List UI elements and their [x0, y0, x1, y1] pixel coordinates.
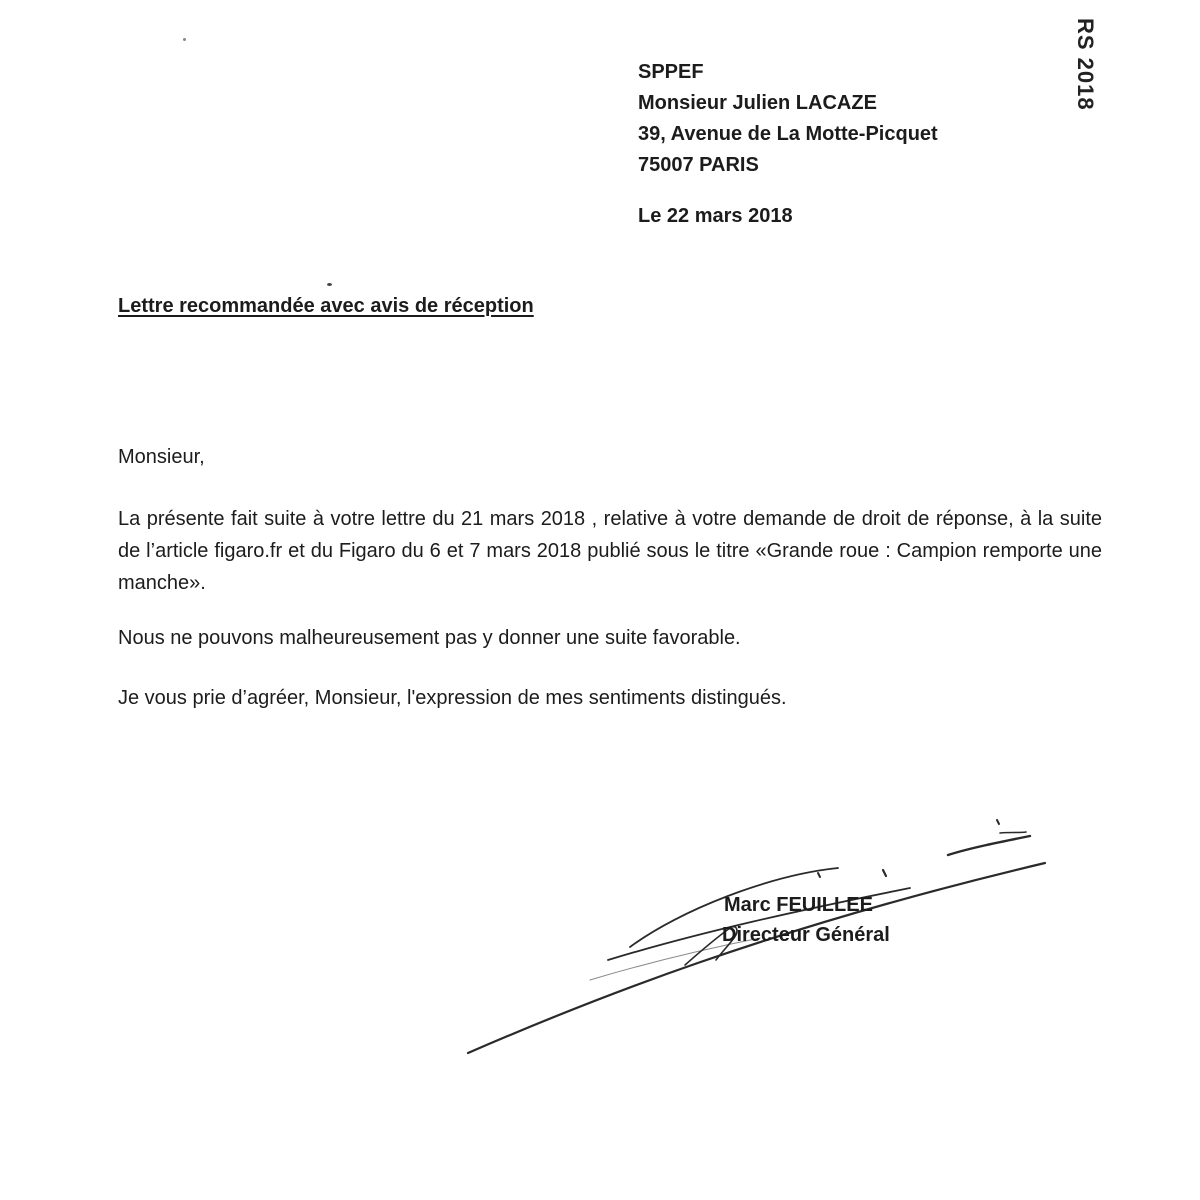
recipient-address: [638, 57, 938, 181]
salutation: Monsieur,: [118, 446, 205, 468]
body-paragraph-1: La présente fait suite à votre lettre du 21 mars 2018 , relative à votre demande de droit de réponse, à la suite de l’article figaro.fr et du Figaro du 6 et 7 mars 2018 publié sous le titre «Grande roue : Campion remporte une manche».: [118, 508, 1102, 594]
signatory-title: Directeur Général: [722, 924, 890, 946]
body-paragraph-2: Nous ne pouvons malheureusement pas y donner une suite favorable.: [118, 627, 741, 649]
recipient-street: 39, Avenue de La Motte-Picquet: [638, 123, 938, 145]
signatory-name: Marc FEUILLEE: [724, 894, 873, 916]
recipient-organization: SPPEF: [638, 61, 704, 83]
scan-speck: [183, 38, 186, 41]
letter-subject: Lettre recommandée avec avis de réception: [118, 295, 534, 317]
letter-date: Le 22 mars 2018: [638, 205, 793, 227]
recipient-city: 75007 PARIS: [638, 154, 759, 176]
received-date-stamp: RS 2018: [1073, 18, 1098, 111]
recipient-name: Monsieur Julien LACAZE: [638, 92, 877, 114]
body-paragraph-3: Je vous prie d’agréer, Monsieur, l'expression de mes sentiments distingués.: [118, 687, 787, 709]
scan-speck: [327, 283, 332, 286]
